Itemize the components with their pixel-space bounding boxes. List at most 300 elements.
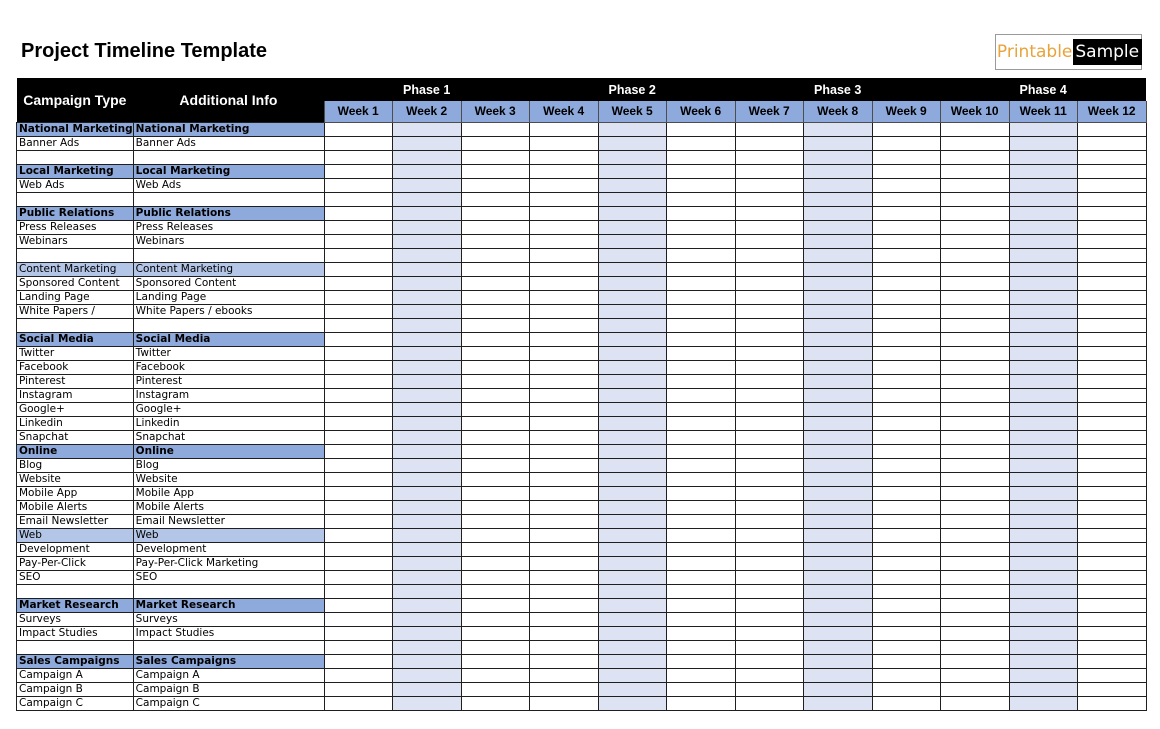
week-5-cell[interactable]: [598, 514, 666, 528]
week-12-cell[interactable]: [1077, 374, 1146, 388]
week-4-cell[interactable]: [529, 262, 598, 276]
additional-info-cell[interactable]: Sales Campaigns: [133, 654, 324, 668]
week-11-cell[interactable]: [1009, 458, 1077, 472]
week-6-cell[interactable]: [666, 346, 735, 360]
week-12-cell[interactable]: [1077, 332, 1146, 346]
week-7-cell[interactable]: [735, 668, 803, 682]
week-6-cell[interactable]: [666, 472, 735, 486]
week-1-cell[interactable]: [324, 514, 392, 528]
campaign-type-cell[interactable]: National Marketing: [17, 122, 134, 136]
week-1-cell[interactable]: [324, 402, 392, 416]
week-12-cell[interactable]: [1077, 122, 1146, 136]
week-8-cell[interactable]: [803, 290, 872, 304]
week-3-cell[interactable]: [461, 262, 529, 276]
week-5-cell[interactable]: [598, 696, 666, 710]
additional-info-cell[interactable]: Surveys: [133, 612, 324, 626]
week-1-cell[interactable]: [324, 178, 392, 192]
week-7-cell[interactable]: [735, 416, 803, 430]
week-1-cell[interactable]: [324, 206, 392, 220]
week-2-cell[interactable]: [392, 542, 461, 556]
week-12-cell[interactable]: [1077, 486, 1146, 500]
week-10-cell[interactable]: [940, 206, 1009, 220]
week-1-cell[interactable]: [324, 528, 392, 542]
week-10-cell[interactable]: [940, 444, 1009, 458]
week-11-cell[interactable]: [1009, 654, 1077, 668]
week-7-cell[interactable]: [735, 528, 803, 542]
week-10-cell[interactable]: [940, 150, 1009, 164]
week-11-cell[interactable]: [1009, 570, 1077, 584]
week-9-cell[interactable]: [872, 640, 940, 654]
week-3-cell[interactable]: [461, 388, 529, 402]
week-9-cell[interactable]: [872, 570, 940, 584]
week-3-cell[interactable]: [461, 318, 529, 332]
week-6-cell[interactable]: [666, 206, 735, 220]
week-11-cell[interactable]: [1009, 696, 1077, 710]
week-2-cell[interactable]: [392, 654, 461, 668]
week-12-cell[interactable]: [1077, 402, 1146, 416]
week-9-cell[interactable]: [872, 402, 940, 416]
campaign-type-cell[interactable]: Campaign B: [17, 682, 134, 696]
week-3-cell[interactable]: [461, 122, 529, 136]
week-4-cell[interactable]: [529, 528, 598, 542]
week-3-cell[interactable]: [461, 360, 529, 374]
week-8-cell[interactable]: [803, 164, 872, 178]
week-5-cell[interactable]: [598, 584, 666, 598]
week-4-cell[interactable]: [529, 220, 598, 234]
week-11-cell[interactable]: [1009, 682, 1077, 696]
week-7-cell[interactable]: [735, 122, 803, 136]
week-4-cell[interactable]: [529, 276, 598, 290]
week-8-cell[interactable]: [803, 444, 872, 458]
week-11-cell[interactable]: [1009, 150, 1077, 164]
week-11-cell[interactable]: [1009, 178, 1077, 192]
additional-info-cell[interactable]: Pinterest: [133, 374, 324, 388]
week-12-cell[interactable]: [1077, 262, 1146, 276]
week-1-cell[interactable]: [324, 234, 392, 248]
week-8-cell[interactable]: [803, 220, 872, 234]
week-2-cell[interactable]: [392, 262, 461, 276]
week-2-cell[interactable]: [392, 430, 461, 444]
week-8-cell[interactable]: [803, 360, 872, 374]
additional-info-cell[interactable]: Content Marketing: [133, 262, 324, 276]
additional-info-cell[interactable]: [133, 150, 324, 164]
week-2-cell[interactable]: [392, 682, 461, 696]
week-5-cell[interactable]: [598, 598, 666, 612]
week-12-cell[interactable]: [1077, 430, 1146, 444]
week-5-cell[interactable]: [598, 416, 666, 430]
week-2-cell[interactable]: [392, 248, 461, 262]
week-7-cell[interactable]: [735, 654, 803, 668]
additional-info-cell[interactable]: Campaign B: [133, 682, 324, 696]
week-3-cell[interactable]: [461, 612, 529, 626]
week-6-cell[interactable]: [666, 318, 735, 332]
week-2-cell[interactable]: [392, 486, 461, 500]
campaign-type-cell[interactable]: Email Newsletter: [17, 514, 134, 528]
week-7-cell[interactable]: [735, 136, 803, 150]
week-10-cell[interactable]: [940, 584, 1009, 598]
week-1-cell[interactable]: [324, 346, 392, 360]
week-1-cell[interactable]: [324, 682, 392, 696]
week-6-cell[interactable]: [666, 416, 735, 430]
week-2-cell[interactable]: [392, 402, 461, 416]
week-4-cell[interactable]: [529, 304, 598, 318]
week-11-cell[interactable]: [1009, 192, 1077, 206]
week-9-cell[interactable]: [872, 248, 940, 262]
week-1-cell[interactable]: [324, 584, 392, 598]
campaign-type-cell[interactable]: [17, 318, 134, 332]
week-11-cell[interactable]: [1009, 556, 1077, 570]
week-2-cell[interactable]: [392, 598, 461, 612]
week-11-cell[interactable]: [1009, 472, 1077, 486]
week-7-cell[interactable]: [735, 444, 803, 458]
campaign-type-cell[interactable]: Web Ads: [17, 178, 134, 192]
additional-info-cell[interactable]: Pay-Per-Click Marketing: [133, 556, 324, 570]
week-10-cell[interactable]: [940, 374, 1009, 388]
week-12-cell[interactable]: [1077, 682, 1146, 696]
week-9-cell[interactable]: [872, 612, 940, 626]
week-12-cell[interactable]: [1077, 514, 1146, 528]
week-6-cell[interactable]: [666, 122, 735, 136]
week-7-cell[interactable]: [735, 696, 803, 710]
week-8-cell[interactable]: [803, 556, 872, 570]
week-10-cell[interactable]: [940, 136, 1009, 150]
additional-info-cell[interactable]: Landing Page: [133, 290, 324, 304]
week-7-cell[interactable]: [735, 220, 803, 234]
week-10-cell[interactable]: [940, 556, 1009, 570]
week-1-cell[interactable]: [324, 486, 392, 500]
week-6-cell[interactable]: [666, 304, 735, 318]
week-11-cell[interactable]: [1009, 122, 1077, 136]
week-10-cell[interactable]: [940, 626, 1009, 640]
week-1-cell[interactable]: [324, 626, 392, 640]
week-10-cell[interactable]: [940, 458, 1009, 472]
week-2-cell[interactable]: [392, 458, 461, 472]
week-4-cell[interactable]: [529, 556, 598, 570]
week-12-cell[interactable]: [1077, 500, 1146, 514]
week-11-cell[interactable]: [1009, 500, 1077, 514]
additional-info-cell[interactable]: Local Marketing: [133, 164, 324, 178]
week-8-cell[interactable]: [803, 178, 872, 192]
week-6-cell[interactable]: [666, 542, 735, 556]
week-7-cell[interactable]: [735, 332, 803, 346]
additional-info-cell[interactable]: Impact Studies: [133, 626, 324, 640]
week-8-cell[interactable]: [803, 332, 872, 346]
week-10-cell[interactable]: [940, 472, 1009, 486]
week-2-cell[interactable]: [392, 220, 461, 234]
week-10-cell[interactable]: [940, 416, 1009, 430]
week-9-cell[interactable]: [872, 584, 940, 598]
week-4-cell[interactable]: [529, 360, 598, 374]
campaign-type-cell[interactable]: Online: [17, 444, 134, 458]
week-4-cell[interactable]: [529, 458, 598, 472]
additional-info-cell[interactable]: Snapchat: [133, 430, 324, 444]
additional-info-cell[interactable]: Website: [133, 472, 324, 486]
week-4-cell[interactable]: [529, 472, 598, 486]
campaign-type-cell[interactable]: Mobile Alerts: [17, 500, 134, 514]
week-10-cell[interactable]: [940, 122, 1009, 136]
week-9-cell[interactable]: [872, 500, 940, 514]
week-9-cell[interactable]: [872, 290, 940, 304]
week-9-cell[interactable]: [872, 514, 940, 528]
week-6-cell[interactable]: [666, 178, 735, 192]
week-10-cell[interactable]: [940, 612, 1009, 626]
campaign-type-cell[interactable]: Webinars: [17, 234, 134, 248]
additional-info-cell[interactable]: Campaign A: [133, 668, 324, 682]
week-7-cell[interactable]: [735, 556, 803, 570]
week-6-cell[interactable]: [666, 612, 735, 626]
week-6-cell[interactable]: [666, 430, 735, 444]
campaign-type-cell[interactable]: Landing Page: [17, 290, 134, 304]
week-5-cell[interactable]: [598, 150, 666, 164]
week-9-cell[interactable]: [872, 178, 940, 192]
week-4-cell[interactable]: [529, 416, 598, 430]
week-5-cell[interactable]: [598, 654, 666, 668]
week-9-cell[interactable]: [872, 122, 940, 136]
week-4-cell[interactable]: [529, 178, 598, 192]
week-8-cell[interactable]: [803, 276, 872, 290]
week-6-cell[interactable]: [666, 248, 735, 262]
week-10-cell[interactable]: [940, 318, 1009, 332]
week-12-cell[interactable]: [1077, 556, 1146, 570]
week-6-cell[interactable]: [666, 290, 735, 304]
campaign-type-cell[interactable]: Linkedin: [17, 416, 134, 430]
week-1-cell[interactable]: [324, 374, 392, 388]
week-4-cell[interactable]: [529, 150, 598, 164]
week-6-cell[interactable]: [666, 374, 735, 388]
week-6-cell[interactable]: [666, 514, 735, 528]
week-5-cell[interactable]: [598, 360, 666, 374]
week-7-cell[interactable]: [735, 360, 803, 374]
week-12-cell[interactable]: [1077, 458, 1146, 472]
week-5-cell[interactable]: [598, 136, 666, 150]
campaign-type-cell[interactable]: Local Marketing: [17, 164, 134, 178]
week-1-cell[interactable]: [324, 556, 392, 570]
week-5-cell[interactable]: [598, 626, 666, 640]
week-1-cell[interactable]: [324, 430, 392, 444]
week-4-cell[interactable]: [529, 346, 598, 360]
week-9-cell[interactable]: [872, 668, 940, 682]
week-4-cell[interactable]: [529, 668, 598, 682]
week-4-cell[interactable]: [529, 626, 598, 640]
week-8-cell[interactable]: [803, 304, 872, 318]
week-10-cell[interactable]: [940, 290, 1009, 304]
week-3-cell[interactable]: [461, 206, 529, 220]
week-3-cell[interactable]: [461, 500, 529, 514]
week-3-cell[interactable]: [461, 584, 529, 598]
week-5-cell[interactable]: [598, 192, 666, 206]
week-5-cell[interactable]: [598, 556, 666, 570]
week-5-cell[interactable]: [598, 458, 666, 472]
week-6-cell[interactable]: [666, 388, 735, 402]
campaign-type-cell[interactable]: Google+: [17, 402, 134, 416]
campaign-type-cell[interactable]: Sponsored Content: [17, 276, 134, 290]
week-8-cell[interactable]: [803, 668, 872, 682]
additional-info-cell[interactable]: Mobile App: [133, 486, 324, 500]
campaign-type-cell[interactable]: Impact Studies: [17, 626, 134, 640]
week-5-cell[interactable]: [598, 528, 666, 542]
week-8-cell[interactable]: [803, 192, 872, 206]
week-7-cell[interactable]: [735, 178, 803, 192]
week-8-cell[interactable]: [803, 514, 872, 528]
week-12-cell[interactable]: [1077, 234, 1146, 248]
week-8-cell[interactable]: [803, 458, 872, 472]
week-11-cell[interactable]: [1009, 276, 1077, 290]
week-6-cell[interactable]: [666, 234, 735, 248]
week-9-cell[interactable]: [872, 206, 940, 220]
campaign-type-cell[interactable]: Market Research: [17, 598, 134, 612]
week-4-cell[interactable]: [529, 598, 598, 612]
week-7-cell[interactable]: [735, 514, 803, 528]
week-3-cell[interactable]: [461, 444, 529, 458]
week-6-cell[interactable]: [666, 626, 735, 640]
week-4-cell[interactable]: [529, 542, 598, 556]
week-10-cell[interactable]: [940, 640, 1009, 654]
additional-info-cell[interactable]: [133, 640, 324, 654]
campaign-type-cell[interactable]: Development: [17, 542, 134, 556]
week-9-cell[interactable]: [872, 626, 940, 640]
week-9-cell[interactable]: [872, 374, 940, 388]
week-10-cell[interactable]: [940, 276, 1009, 290]
week-12-cell[interactable]: [1077, 178, 1146, 192]
week-7-cell[interactable]: [735, 570, 803, 584]
week-4-cell[interactable]: [529, 136, 598, 150]
week-5-cell[interactable]: [598, 178, 666, 192]
week-12-cell[interactable]: [1077, 150, 1146, 164]
week-11-cell[interactable]: [1009, 374, 1077, 388]
week-2-cell[interactable]: [392, 556, 461, 570]
week-1-cell[interactable]: [324, 598, 392, 612]
week-1-cell[interactable]: [324, 136, 392, 150]
week-6-cell[interactable]: [666, 332, 735, 346]
week-2-cell[interactable]: [392, 374, 461, 388]
week-2-cell[interactable]: [392, 164, 461, 178]
week-11-cell[interactable]: [1009, 220, 1077, 234]
week-11-cell[interactable]: [1009, 206, 1077, 220]
week-11-cell[interactable]: [1009, 514, 1077, 528]
week-4-cell[interactable]: [529, 696, 598, 710]
week-10-cell[interactable]: [940, 500, 1009, 514]
week-4-cell[interactable]: [529, 584, 598, 598]
week-2-cell[interactable]: [392, 192, 461, 206]
campaign-type-cell[interactable]: [17, 584, 134, 598]
week-10-cell[interactable]: [940, 304, 1009, 318]
week-11-cell[interactable]: [1009, 402, 1077, 416]
campaign-type-cell[interactable]: Press Releases: [17, 220, 134, 234]
week-1-cell[interactable]: [324, 332, 392, 346]
week-12-cell[interactable]: [1077, 696, 1146, 710]
week-6-cell[interactable]: [666, 682, 735, 696]
week-6-cell[interactable]: [666, 220, 735, 234]
week-4-cell[interactable]: [529, 290, 598, 304]
week-8-cell[interactable]: [803, 234, 872, 248]
week-8-cell[interactable]: [803, 430, 872, 444]
campaign-type-cell[interactable]: [17, 192, 134, 206]
week-2-cell[interactable]: [392, 304, 461, 318]
week-2-cell[interactable]: [392, 318, 461, 332]
week-12-cell[interactable]: [1077, 416, 1146, 430]
week-7-cell[interactable]: [735, 584, 803, 598]
week-9-cell[interactable]: [872, 696, 940, 710]
additional-info-cell[interactable]: [133, 248, 324, 262]
additional-info-cell[interactable]: Development: [133, 542, 324, 556]
week-5-cell[interactable]: [598, 318, 666, 332]
week-2-cell[interactable]: [392, 640, 461, 654]
week-7-cell[interactable]: [735, 262, 803, 276]
week-2-cell[interactable]: [392, 332, 461, 346]
week-11-cell[interactable]: [1009, 318, 1077, 332]
week-3-cell[interactable]: [461, 220, 529, 234]
additional-info-cell[interactable]: SEO: [133, 570, 324, 584]
week-11-cell[interactable]: [1009, 598, 1077, 612]
week-7-cell[interactable]: [735, 640, 803, 654]
week-2-cell[interactable]: [392, 360, 461, 374]
week-3-cell[interactable]: [461, 640, 529, 654]
week-4-cell[interactable]: [529, 164, 598, 178]
campaign-type-cell[interactable]: SEO: [17, 570, 134, 584]
week-2-cell[interactable]: [392, 626, 461, 640]
week-10-cell[interactable]: [940, 696, 1009, 710]
week-5-cell[interactable]: [598, 570, 666, 584]
week-7-cell[interactable]: [735, 486, 803, 500]
week-11-cell[interactable]: [1009, 640, 1077, 654]
week-3-cell[interactable]: [461, 150, 529, 164]
week-9-cell[interactable]: [872, 528, 940, 542]
additional-info-cell[interactable]: Twitter: [133, 346, 324, 360]
additional-info-cell[interactable]: Email Newsletter: [133, 514, 324, 528]
week-3-cell[interactable]: [461, 332, 529, 346]
week-5-cell[interactable]: [598, 388, 666, 402]
week-1-cell[interactable]: [324, 612, 392, 626]
week-2-cell[interactable]: [392, 276, 461, 290]
week-9-cell[interactable]: [872, 472, 940, 486]
week-4-cell[interactable]: [529, 640, 598, 654]
campaign-type-cell[interactable]: Pay-Per-Click: [17, 556, 134, 570]
week-3-cell[interactable]: [461, 514, 529, 528]
week-5-cell[interactable]: [598, 220, 666, 234]
week-10-cell[interactable]: [940, 332, 1009, 346]
week-3-cell[interactable]: [461, 178, 529, 192]
campaign-type-cell[interactable]: Pinterest: [17, 374, 134, 388]
campaign-type-cell[interactable]: Mobile App: [17, 486, 134, 500]
week-4-cell[interactable]: [529, 500, 598, 514]
week-3-cell[interactable]: [461, 528, 529, 542]
week-5-cell[interactable]: [598, 122, 666, 136]
week-11-cell[interactable]: [1009, 290, 1077, 304]
week-9-cell[interactable]: [872, 542, 940, 556]
additional-info-cell[interactable]: Banner Ads: [133, 136, 324, 150]
week-10-cell[interactable]: [940, 430, 1009, 444]
additional-info-cell[interactable]: Press Releases: [133, 220, 324, 234]
week-6-cell[interactable]: [666, 696, 735, 710]
week-4-cell[interactable]: [529, 318, 598, 332]
week-6-cell[interactable]: [666, 640, 735, 654]
week-5-cell[interactable]: [598, 682, 666, 696]
week-9-cell[interactable]: [872, 276, 940, 290]
week-12-cell[interactable]: [1077, 304, 1146, 318]
week-9-cell[interactable]: [872, 234, 940, 248]
campaign-type-cell[interactable]: Website: [17, 472, 134, 486]
week-11-cell[interactable]: [1009, 304, 1077, 318]
week-8-cell[interactable]: [803, 682, 872, 696]
week-2-cell[interactable]: [392, 290, 461, 304]
additional-info-cell[interactable]: Campaign C: [133, 696, 324, 710]
additional-info-cell[interactable]: Blog: [133, 458, 324, 472]
campaign-type-cell[interactable]: Banner Ads: [17, 136, 134, 150]
week-12-cell[interactable]: [1077, 626, 1146, 640]
week-10-cell[interactable]: [940, 654, 1009, 668]
week-2-cell[interactable]: [392, 500, 461, 514]
week-5-cell[interactable]: [598, 612, 666, 626]
